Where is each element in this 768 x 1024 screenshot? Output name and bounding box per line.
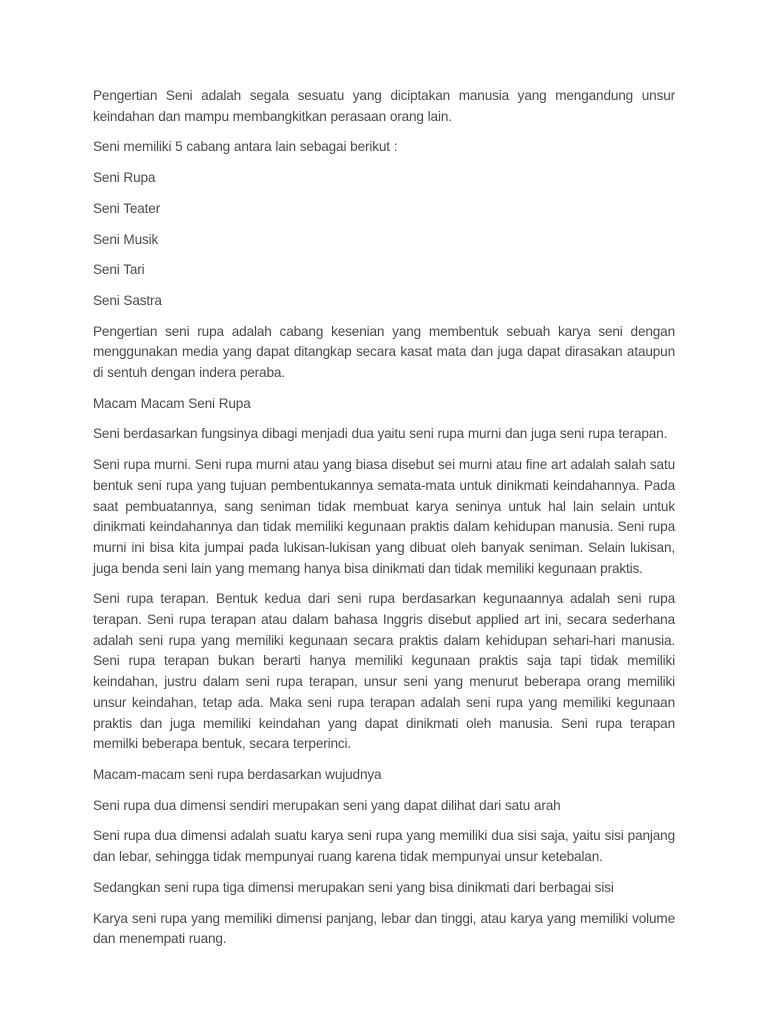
paragraph-definition-seni-rupa: Pengertian seni rupa adalah cabang kesenian yang membentuk sebuah karya seni dengan menggunakan media yang dapat ditangkap secara kasat mata dan juga dapat dirasakan ataupun di sentuh dengan indera peraba. [93, 323, 675, 381]
document-page [93, 86, 675, 960]
paragraph-seni-rupa-terapan: Seni rupa terapan. Bentuk kedua dari seni rupa berdasarkan kegunaannya adalah seni rupa terapan. Seni rupa terapan atau dalam bahasa Inggris disebut applied art ini, secara sederhana adalah seni rupa yang memiliki kegunaan secara praktis dalam kehidupan sehari-hari manusia. Seni rupa terapan bukan berarti hanya memiliki kegunaan praktis saja tapi tidak memiliki keindahan, justru dalam seni rupa terapan, unsur seni yang menurut beberapa orang memiliki unsur keindahan, tetap ada. Maka seni rupa terapan adalah seni rupa yang memiliki kegunaan praktis dan juga memiliki keindahan yang dapat dinikmati oleh manusia. Seni rupa terapan memilki beberapa bentuk, secara terperinci. [93, 591, 675, 752]
list-item-seni-tari: Seni Tari [93, 262, 145, 278]
heading-berdasarkan-wujud: Macam-macam seni rupa berdasarkan wujudnya [93, 766, 382, 782]
list-item-seni-teater: Seni Teater [93, 200, 161, 216]
paragraph-dua-dimensi-definition: Seni rupa dua dimensi adalah suatu karya seni rupa yang memiliki dua sisi saja, yaitu sisi panjang dan lebar, sehingga tidak mempunyai ruang karena tidak mempunyai unsur ketebalan. [93, 828, 675, 865]
list-item-seni-sastra: Seni Sastra [93, 292, 162, 308]
paragraph-dua-dimensi-intro: Seni rupa dua dimensi sendiri merupakan seni yang dapat dilihat dari satu arah [93, 797, 561, 813]
list-item-seni-rupa: Seni Rupa [93, 170, 156, 186]
paragraph-definition-seni: Pengertian Seni adalah segala sesuatu yang diciptakan manusia yang mengandung unsur keindahan dan mampu membangkitkan perasaan orang lain. [93, 88, 675, 124]
paragraph-seni-rupa-murni: Seni rupa murni. Seni rupa murni atau yang biasa disebut sei murni atau fine art adalah salah satu bentuk seni rupa yang tujuan pembentukannya semata-mata untuk dinikmati keindahannya. Pada saat pembuatannya, sang seniman tidak membuat karya seninya untuk hal lain selain untuk dinikmati keindahannya dan tidak memiliki kegunaan praktis dalam kehidupan manusia. Seni rupa murni ini bisa kita jumpai pada lukisan-lukisan yang dibuat oleh banyak seniman. Selain lukisan, juga benda seni lain yang memang hanya bisa dinikmati dan tidak memiliki kegunaan praktis. [93, 457, 675, 576]
list-item-seni-musik: Seni Musik [93, 231, 159, 247]
heading-macam-seni-rupa: Macam Macam Seni Rupa [93, 395, 251, 411]
paragraph-cabang-intro: Seni memiliki 5 cabang antara lain sebagai berikut : [93, 139, 398, 155]
paragraph-tiga-dimensi-intro: Sedangkan seni rupa tiga dimensi merupakan seni yang bisa dinikmati dari berbagai sisi [93, 879, 614, 895]
paragraph-fungsi: Seni berdasarkan fungsinya dibagi menjadi dua yaitu seni rupa murni dan juga seni rupa terapan. [93, 426, 668, 442]
paragraph-tiga-dimensi-definition: Karya seni rupa yang memiliki dimensi panjang, lebar dan tinggi, atau karya yang memiliki volume dan menempati ruang. [93, 910, 675, 947]
